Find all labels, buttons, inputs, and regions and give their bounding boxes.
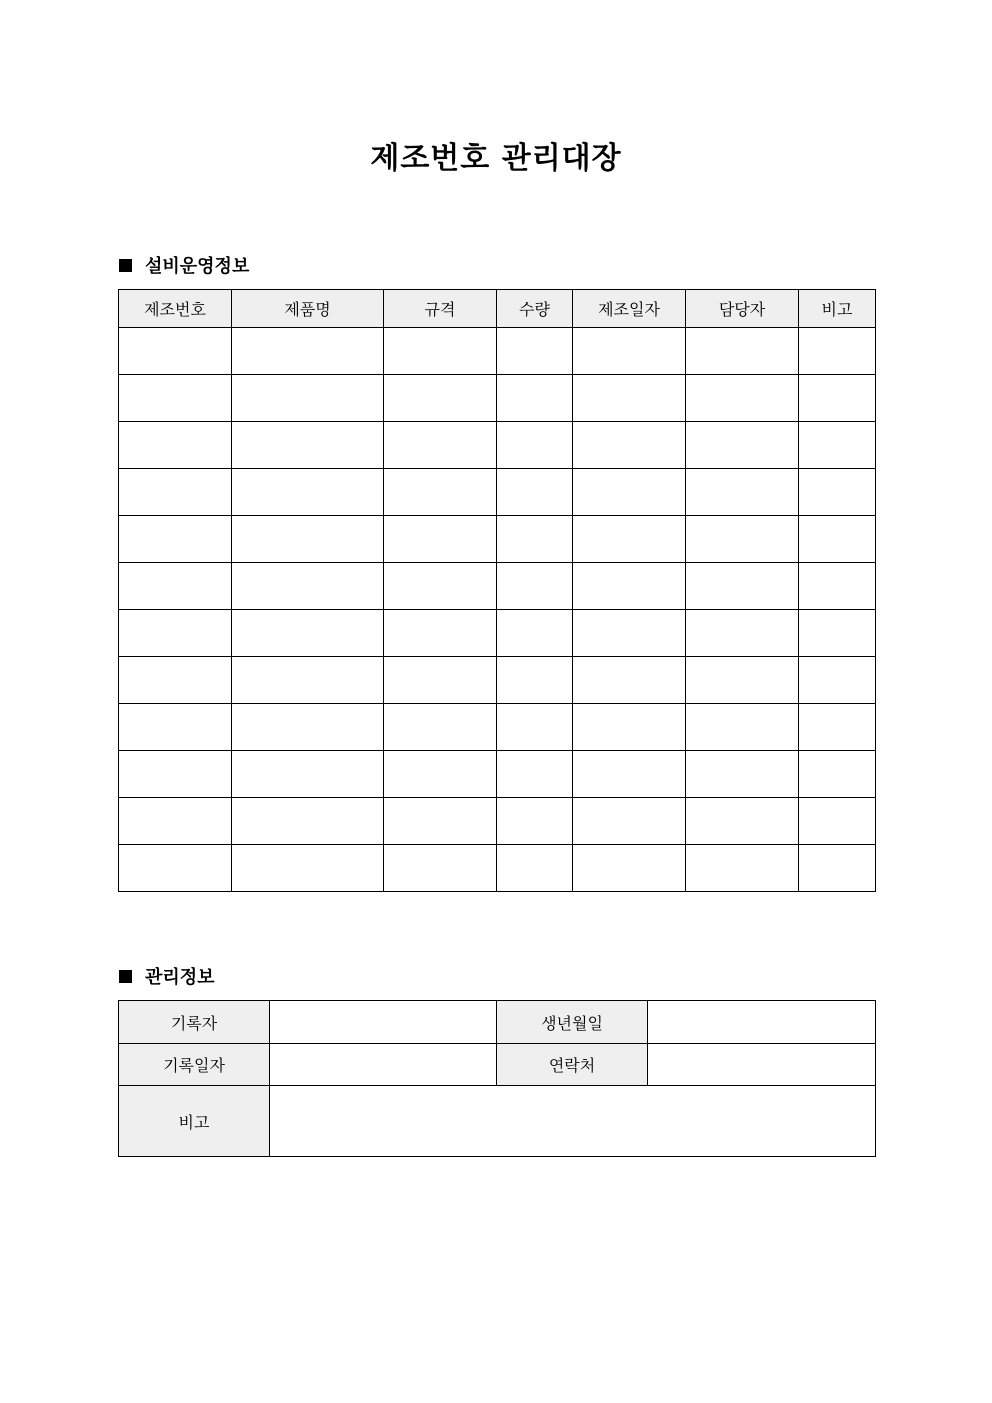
table-cell[interactable] <box>497 845 573 892</box>
table-cell[interactable] <box>573 845 686 892</box>
table-cell[interactable] <box>686 657 799 704</box>
table-cell[interactable] <box>119 375 232 422</box>
table-cell[interactable] <box>799 798 876 845</box>
remarks-label: 비고 <box>119 1086 270 1157</box>
table-cell[interactable] <box>232 563 384 610</box>
table-cell[interactable] <box>119 469 232 516</box>
table-cell[interactable] <box>497 375 573 422</box>
table-cell[interactable] <box>573 751 686 798</box>
table-cell[interactable] <box>232 516 384 563</box>
table-cell[interactable] <box>573 657 686 704</box>
table-row <box>119 328 876 375</box>
table-cell[interactable] <box>497 751 573 798</box>
table-cell[interactable] <box>119 798 232 845</box>
table-cell[interactable] <box>497 657 573 704</box>
table-cell[interactable] <box>573 563 686 610</box>
table-row <box>119 375 876 422</box>
table-cell[interactable] <box>573 375 686 422</box>
table-row <box>119 751 876 798</box>
table-cell[interactable] <box>799 375 876 422</box>
table-cell[interactable] <box>119 328 232 375</box>
record-date-label: 기록일자 <box>119 1044 270 1086</box>
section-heading-label: 관리정보 <box>145 967 215 988</box>
table-cell[interactable] <box>384 375 497 422</box>
table-cell[interactable] <box>573 328 686 375</box>
table-row <box>119 1001 876 1044</box>
table-row <box>119 563 876 610</box>
table-cell[interactable] <box>799 751 876 798</box>
table-row <box>119 422 876 469</box>
table-row <box>119 1086 876 1157</box>
table-row <box>119 845 876 892</box>
table-cell[interactable] <box>497 563 573 610</box>
contact-label: 연락처 <box>497 1044 648 1086</box>
record-date-field[interactable] <box>270 1044 497 1086</box>
table-cell[interactable] <box>686 845 799 892</box>
table-cell[interactable] <box>799 422 876 469</box>
table-cell[interactable] <box>232 375 384 422</box>
table-cell[interactable] <box>384 751 497 798</box>
column-header: 담당자 <box>686 290 799 328</box>
table-cell[interactable] <box>573 422 686 469</box>
column-header: 비고 <box>799 290 876 328</box>
column-header: 제조일자 <box>573 290 686 328</box>
recorder-field[interactable] <box>270 1001 497 1044</box>
table-cell[interactable] <box>232 657 384 704</box>
table-cell[interactable] <box>686 610 799 657</box>
table-cell[interactable] <box>119 751 232 798</box>
table-cell[interactable] <box>686 422 799 469</box>
table-cell[interactable] <box>686 798 799 845</box>
table-header-row <box>119 290 876 328</box>
management-info-table <box>118 1000 876 1157</box>
page-title: 제조번호 관리대장 <box>370 141 622 176</box>
table-cell[interactable] <box>799 704 876 751</box>
table-cell[interactable] <box>384 610 497 657</box>
table-cell[interactable] <box>799 845 876 892</box>
production-table <box>118 289 876 892</box>
table-cell[interactable] <box>119 422 232 469</box>
table-cell[interactable] <box>799 563 876 610</box>
table-cell[interactable] <box>119 610 232 657</box>
table-cell[interactable] <box>384 469 497 516</box>
table-cell[interactable] <box>232 798 384 845</box>
table-row <box>119 657 876 704</box>
table-cell[interactable] <box>232 751 384 798</box>
table-cell[interactable] <box>232 469 384 516</box>
table-cell[interactable] <box>686 328 799 375</box>
table-cell[interactable] <box>497 328 573 375</box>
table-cell[interactable] <box>384 422 497 469</box>
table-cell[interactable] <box>232 328 384 375</box>
table-cell[interactable] <box>232 610 384 657</box>
table-cell[interactable] <box>686 375 799 422</box>
birthdate-field[interactable] <box>648 1001 876 1044</box>
square-bullet-icon <box>119 259 132 272</box>
table-cell[interactable] <box>573 704 686 751</box>
table-cell[interactable] <box>497 469 573 516</box>
birthdate-label: 생년월일 <box>497 1001 648 1044</box>
recorder-label: 기록자 <box>119 1001 270 1044</box>
table-cell[interactable] <box>573 469 686 516</box>
table-cell[interactable] <box>384 328 497 375</box>
table-cell[interactable] <box>384 798 497 845</box>
column-header: 제품명 <box>232 290 384 328</box>
square-bullet-icon <box>119 970 132 983</box>
table-cell[interactable] <box>497 610 573 657</box>
table-cell[interactable] <box>573 610 686 657</box>
column-header: 제조번호 <box>119 290 232 328</box>
table-cell[interactable] <box>232 845 384 892</box>
section-heading-management <box>119 963 215 989</box>
table-cell[interactable] <box>497 704 573 751</box>
table-cell[interactable] <box>497 516 573 563</box>
contact-field[interactable] <box>648 1044 876 1086</box>
table-cell[interactable] <box>384 704 497 751</box>
table-cell[interactable] <box>686 704 799 751</box>
column-header: 규격 <box>384 290 497 328</box>
table-cell[interactable] <box>799 516 876 563</box>
table-row <box>119 798 876 845</box>
table-row <box>119 704 876 751</box>
table-cell[interactable] <box>119 563 232 610</box>
table-cell[interactable] <box>686 516 799 563</box>
table-cell[interactable] <box>232 422 384 469</box>
table-cell[interactable] <box>232 704 384 751</box>
table-cell[interactable] <box>799 610 876 657</box>
remarks-field[interactable] <box>270 1086 876 1157</box>
section-heading-equipment <box>119 252 249 278</box>
column-header: 수량 <box>497 290 573 328</box>
table-cell[interactable] <box>119 845 232 892</box>
table-cell[interactable] <box>497 422 573 469</box>
table-cell[interactable] <box>119 704 232 751</box>
table-cell[interactable] <box>119 516 232 563</box>
table-cell[interactable] <box>497 798 573 845</box>
table-cell[interactable] <box>573 798 686 845</box>
table-row <box>119 469 876 516</box>
table-row <box>119 516 876 563</box>
table-cell[interactable] <box>119 657 232 704</box>
table-cell[interactable] <box>573 516 686 563</box>
table-cell[interactable] <box>686 563 799 610</box>
table-cell[interactable] <box>799 328 876 375</box>
table-row <box>119 1044 876 1086</box>
table-row <box>119 610 876 657</box>
table-cell[interactable] <box>384 845 497 892</box>
table-cell[interactable] <box>799 657 876 704</box>
table-cell[interactable] <box>384 516 497 563</box>
table-cell[interactable] <box>686 469 799 516</box>
table-cell[interactable] <box>384 657 497 704</box>
section-heading-label: 설비운영정보 <box>145 256 250 277</box>
table-cell[interactable] <box>799 469 876 516</box>
table-cell[interactable] <box>384 563 497 610</box>
table-cell[interactable] <box>686 751 799 798</box>
